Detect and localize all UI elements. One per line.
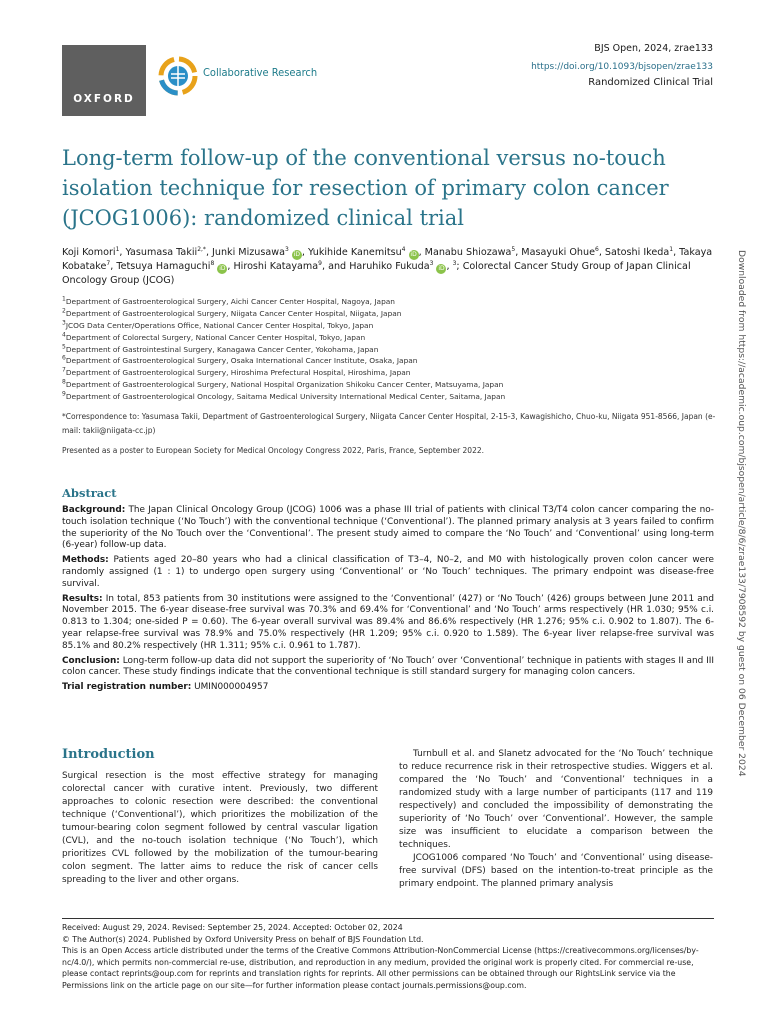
author[interactable]: Manabu Shiozawa bbox=[424, 247, 512, 258]
introduction-right-column bbox=[399, 748, 713, 891]
affiliation: $^6$Department of Gastroenterological Surgery, Osaka International Cancer Institute, Osaka, Japan bbox=[62, 354, 418, 366]
footer-divider bbox=[62, 918, 714, 919]
author[interactable]: Satoshi Ikeda bbox=[604, 247, 670, 258]
orcid-icon[interactable]: iD bbox=[438, 265, 445, 272]
article-title: Long-term follow-up of the conventional versus no-touch isolation technique for resection of primary colon cancer (JCOG1006): randomized clinical trial bbox=[62, 146, 669, 230]
abstract-results: Results: In total, 853 patients from 30 institutions were assigned to the ‘Conventional’ (427) or ‘No Touch’ (426) groups between June 2011 and November 2015. The 6-year disease-free survival was 70.3% and 69.4% for ‘Conventional’ and ‘No Touch’ arms respectively (HR 1.030; 95% c.i. 0.813 to 1.304; one-sided P = 0.60). The 6-year overall survival was 89.4% and 86.6% respectively (HR 1.276; 95% c.i. 0.902 to 1.807). The 6-year relapse-free survival was 78.9% and 75.0% respectively (HR 1.209; 95% c.i. 0.920 to 1.589). The 6-year liver relapse-free survival was 85.1% and 80.2% respectively (HR 1.311; 95% c.i. 0.961 to 1.787). bbox=[62, 593, 714, 651]
author[interactable]: Tetsuya Hamaguchi bbox=[116, 261, 211, 272]
abstract bbox=[62, 505, 714, 697]
copyright: © The Author(s) 2024. Published by Oxford University Press on behalf of BJS Foundation Ltd. bbox=[62, 934, 424, 944]
abstract-background: Background: The Japan Clinical Oncology Group (JCOG) 1006 was a phase III trial of patients with clinical T3/T4 colon cancer comparing the no-touch isolation technique (‘No Touch’) with the conventional technique (‘Conventional’). The planned primary analysis at 3 years failed to confirm the superiority of the No Touch over the ‘Conventional’. The present study aimed to compare the ‘No Touch’ and ‘Conventional’ using long-term (6-year) follow-up data. bbox=[62, 505, 714, 551]
affiliation: $^5$Department of Gastrointestinal Surgery, Kanagawa Cancer Center, Yokohama, Japan bbox=[62, 343, 379, 354]
orcid-icon[interactable]: iD bbox=[410, 251, 417, 258]
author[interactable]: Hiroshi Katayama bbox=[233, 261, 319, 272]
affiliation: $^8$Department of Gastroenterological Surgery, National Hospital Organization Shikoku Cancer Center, Matsuyama, Japan bbox=[62, 378, 504, 390]
author[interactable]: Junki Mizusawa bbox=[212, 247, 285, 258]
affiliation: $^3$JCOG Data Center/Operations Office, National Cancer Center Hospital, Tokyo, Japan bbox=[62, 319, 374, 330]
poster-note: Presented as a poster to European Society for Medical Oncology Congress 2022, Paris, France, September 2022. bbox=[62, 446, 485, 455]
article-type: Randomized Clinical Trial bbox=[588, 77, 713, 88]
paragraph: Turnbull et al. and Slanetz advocated for the ‘No Touch’ technique to reduce recurrence risk in their retrospective studies. Wiggers et al. compared the ‘No Touch’ and ‘Conventional’ techniques in a randomized study with a large number of participants (117 and 119 respectively) and concluded the impossibility of demonstrating the superiority of ‘No Touch’ over ‘Conventional’. However, the sample size was insufficient to elucidate a comparison between the techniques. bbox=[399, 749, 713, 850]
author[interactable]: Yasumasa Takii bbox=[125, 247, 198, 258]
author[interactable]: and Haruhiko Fukuda bbox=[328, 261, 430, 272]
author[interactable]: Masayuki Ohue bbox=[521, 247, 595, 258]
orcid-icon[interactable]: iD bbox=[293, 251, 301, 258]
affiliation: $^2$Department of Gastroenterological Surgery, Niigata Cancer Center Hospital, Niigata, Japan bbox=[62, 307, 402, 318]
article-dates: Received: August 29, 2024. Revised: September 25, 2024. Accepted: October 02, 2024 bbox=[62, 923, 403, 932]
affiliation: $^4$Department of Colorectal Surgery, National Cancer Center Hospital, Tokyo, Japan bbox=[62, 331, 366, 342]
oxford-logo-text: OXFORD bbox=[73, 93, 135, 105]
orcid-icon[interactable]: iD bbox=[219, 265, 226, 272]
collaborative-research-icon bbox=[158, 56, 198, 96]
introduction-left-column bbox=[62, 770, 378, 887]
collaborative-research-label: Collaborative Research bbox=[203, 66, 318, 79]
download-note: Downloaded from https://academic.oup.com/bjsopen/article/8/6/zrae133/7908592 by guest on 06 December 2024 bbox=[736, 250, 747, 777]
license: This is an Open Access article distributed under the terms of the Creative Commons Attribution-NonCommercial License (https://creativecommons.org/licenses/by-nc/4.0/), which permits non-commercial re-use, distribution, and reproduction in any medium, provided the original work is properly cited. For commercial re-use, please contact reprints@oup.com for reprints and translation rights for reprints. All other permissions can be obtained through our RightsLink service via the Permissions link on the article page on our site—for further information please contact journals.permissions@oup.com. bbox=[62, 946, 699, 990]
author[interactable]: Takaya Kobatake bbox=[62, 247, 713, 272]
abstract-methods: Methods: Patients aged 20–80 years who had a clinical classification of T3–4, N0–2, and M0 with histologically proven colon cancer were randomly assigned (1 : 1) to undergo open surgery using ‘Conventional’ or ‘No Touch’ techniques. The primary endpoint was disease-free survival. bbox=[62, 555, 714, 589]
affiliation: $^7$Department of Gastroenterological Surgery, Hiroshima Prefectural Hospital, Hiroshima, Japan bbox=[62, 366, 411, 378]
footer bbox=[62, 922, 714, 991]
author[interactable]: Yukihide Kanemitsu bbox=[307, 247, 402, 258]
affiliations bbox=[62, 297, 722, 404]
author[interactable]: Koji Komori bbox=[62, 247, 116, 258]
affiliation: $^9$Department of Gastroenterological Oncology, Saitama Medical University International Medical Center, Saitama, Japan bbox=[62, 390, 506, 402]
paragraph: Surgical resection is the most effective strategy for managing colorectal cancer with curative intent. Previously, two different approaches to colonic resection were described: the conventional technique (‘Conventional’), which prioritizes the mobilization of the tumour-bearing colon segment followed by central vascular ligation (CVL), and the no-touch isolation technique (‘No Touch’), which prioritizes CVL followed by the mobilization of the tumour-bearing colon segment. The latter aims to reduce the risk of cancer cells spreading to the liver and other organs. bbox=[62, 771, 378, 885]
doi-link[interactable]: https://doi.org/10.1093/bjsopen/zrae133 bbox=[531, 62, 713, 72]
abstract-heading: Abstract bbox=[62, 486, 117, 500]
trial-registration: Trial registration number: UMIN000004957 bbox=[62, 682, 269, 693]
abstract-conclusion: Conclusion: Long-term follow-up data did not support the superiority of ‘No Touch’ over ‘Conventional’ technique in patients with stages II and III colon cancer. These study findings indicate that the conventional technique is still standard surgery for managing colon cancers. bbox=[62, 655, 715, 678]
introduction-heading: Introduction bbox=[62, 747, 155, 762]
oxford-logo bbox=[62, 45, 146, 116]
correspondence: *Correspondence to: Yasumasa Takii, Department of Gastroenterological Surgery, Niigata Cancer Center Hospital, 2-15-3, Kawagishicho, Chuo-ku, Niigata 951-8566, Japan (e-mail: takii@niigata-cc.jp) bbox=[62, 412, 716, 435]
author-list: Koji Komori$^1$, Yasumasa Takii$^{2,*}$, Junki Mizusawa$^3$ iD , Yukihide Kanemitsu$^4$ iD , Manabu Shiozawa$^5$, Masayuki Ohue$^6$, Satoshi Ikeda$^1$, Takaya Kobatake$^7$, Tetsuya Hamaguchi$^8$ iD , Hiroshi Katayama$^9$, and Haruhiko Fukuda$^3$ iD , $^3$; Colorectal Cancer Study Group of Japan Clinical Oncology Group (JCOG) bbox=[62, 245, 713, 286]
paragraph: JCOG1006 compared ‘No Touch’ and ‘Conventional’ using disease-free survival (DFS) based on the intention-to-treat principle as the primary endpoint. The planned primary analysis bbox=[399, 853, 713, 889]
author-group: Colorectal Cancer Study Group of Japan Clinical Oncology Group (JCOG) bbox=[62, 261, 691, 286]
affiliation: $^1$Department of Gastroenterological Surgery, Aichi Cancer Center Hospital, Nagoya, Japan bbox=[62, 295, 395, 306]
journal-citation: BJS Open, 2024, zrae133 bbox=[594, 43, 713, 54]
